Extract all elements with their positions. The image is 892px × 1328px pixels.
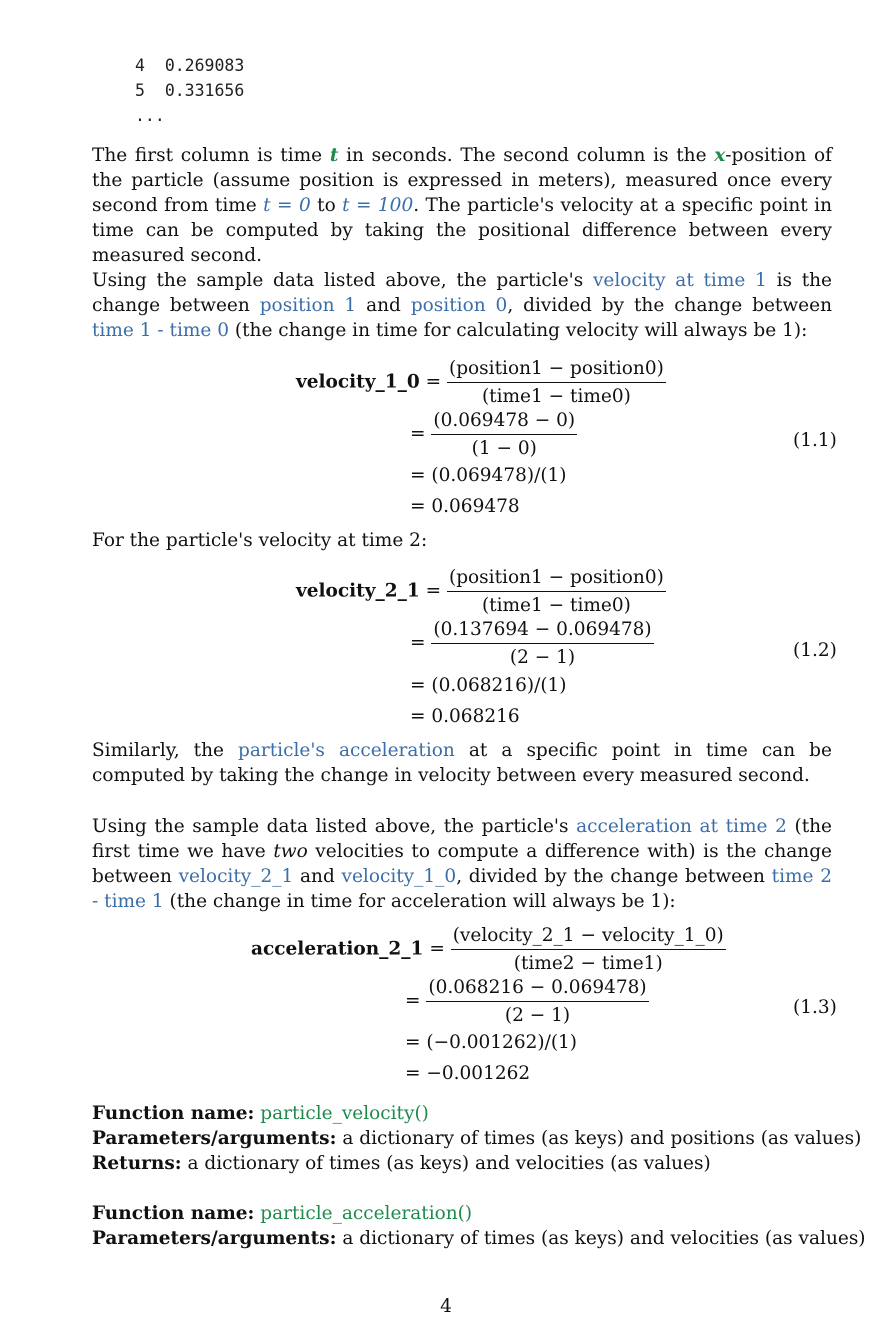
fraction: $\frac{\text{(position1 − position0)}}{\text{(time1 − time0)}}$ xyxy=(448,567,664,616)
equation-number: (1.3) xyxy=(793,997,837,1018)
equation-number: (1.2) xyxy=(793,640,837,661)
code-line-4: 4 0.269083 xyxy=(135,56,245,75)
paragraph-velocity-explanation: Using the sample data listed above, the particle's velocity at time 1 is the change between position 1 and position 0, divided by the change between time 1 - time 0 (the change in time for calculating velocity will always be 1): xyxy=(92,270,832,341)
function-params-velocity: Parameters/arguments: a dictionary of times (as keys) and positions (as values) xyxy=(92,1128,862,1149)
code-line-5: 5 0.331656 xyxy=(135,81,245,100)
function-params-acceleration: Parameters/arguments: a dictionary of times (as keys) and velocities (as values) xyxy=(92,1228,866,1249)
document-page: 4 0.269083 5 0.331656 ... The first column is time t in seconds. The second column is the x-position of the particle (assume position is expressed in meters), measured once every second from time t = 0 to t = 100. The particle's velocity at a specific point in time can be computed by taking the positional difference between every measured second. Using the sample data listed above, the particle's velocity at time 1 is the change between position 1 and position 0, divided by the change between time 1 - time 0 (the change in time for calculating velocity will always be 1): velocity_1_0 = $\frac{\text{(position1 − position0)}}{\text{(time1 − time0)}}$ = $\frac{(0.069478 - 0)}{(1 - 0)}$ = (0.069478)/(1) = 0.069478 (1.1) For the particle's velocity at time 2: velocity_2_1 = $\frac{\text{(position1 − position0)}}{\text{(time1 − time0)}}$ = $\frac{(0.137694 - 0.069478)}{(2 - 1)}$ = (0.068216)/(1) = 0.068216 (1.2) Similarly, the particle's acceleration at a specific point in time can be computed by taking the change in velocity between every measured second. Using the sample data listed above, the particle's acceleration at time 2 (the first time we have two velocities to compute a difference with) is the change between velocity_2_1 and velocity_1_0, divided by the change between time 2 - time 1 (the change in time for acceleration will always be 1): acceleration_2_1 = $\frac{\text{(velocity\_2\_1 − velocity\_1\_0)}}{\text{(time2 − time1)}}$ = $\frac{(0.068216 - 0.069478)}{(2 - 1)}$ = (−0.001262)/(1) = −0.001262 (1.3) Function name: particle_velocity() Parameters/arguments: a dictionary of times (as keys) and positions (as values) Returns: a dictionary of times (as keys) and velocities (as values) Function name: particle_acceleration() Parameters/arguments: a dictionary of times (as keys) and velocities (as values) 4 xyxy=(0,0,892,1328)
fraction: $\frac{\text{(position1 − position0)}}{\text{(time1 − time0)}}$ xyxy=(448,358,664,407)
fraction: $\frac{\text{(velocity\_2\_1 − velocity\_1\_0)}}{\text{(time2 − time1)}}$ xyxy=(452,925,724,974)
function-name-acceleration: Function name: particle_acceleration() xyxy=(92,1203,473,1224)
fraction: $\frac{(0.069478 - 0)}{(1 - 0)}$ xyxy=(433,410,576,459)
code-ellipsis: ... xyxy=(135,106,165,125)
paragraph-acceleration-explanation: Using the sample data listed above, the particle's acceleration at time 2 (the first time we have two velocities to compute a difference with) is the change between velocity_2_1 and velocity_1_0, divided by the change between time 2 - time 1 (the change in time for acceleration will always be 1): xyxy=(92,816,833,912)
paragraph-velocity-time-2: For the particle's velocity at time 2: xyxy=(92,530,428,551)
page-number: 4 xyxy=(440,1296,452,1317)
equation-number: (1.1) xyxy=(793,430,837,451)
paragraph-acceleration-intro: Similarly, the particle's acceleration at a specific point in time can be computed by taking the change in velocity between every measured second. xyxy=(92,740,832,786)
paragraph-time-column: The first column is time t in seconds. The second column is the x-position of the particle (assume position is expressed in meters), measured once every second from time t = 0 to t = 100. The particle's velocity at a specific point in time can be computed by taking the positional difference between every measured second. xyxy=(92,145,832,266)
function-returns-velocity: Returns: a dictionary of times (as keys) and velocities (as values) xyxy=(92,1153,711,1174)
fraction: $\frac{(0.137694 - 0.069478)}{(2 - 1)}$ xyxy=(433,619,652,668)
function-name-velocity: Function name: particle_velocity() xyxy=(92,1103,429,1124)
fraction: $\frac{(0.068216 - 0.069478)}{(2 - 1)}$ xyxy=(428,977,647,1026)
